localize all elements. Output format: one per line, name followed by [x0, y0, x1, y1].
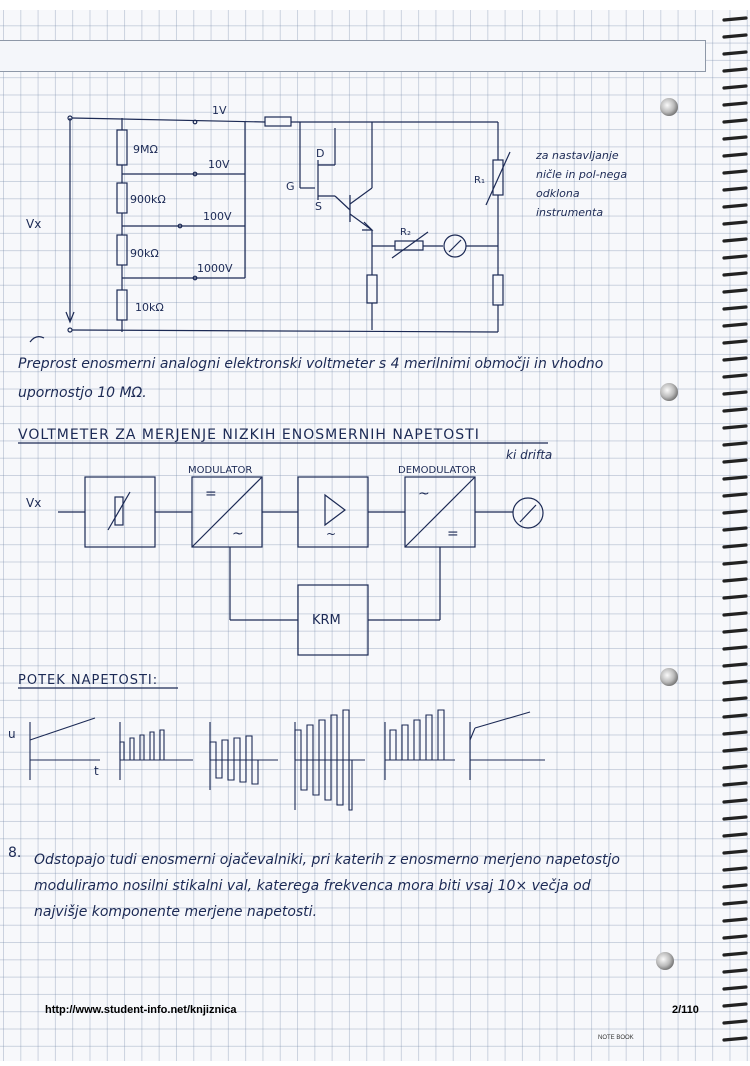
attenuator-block — [85, 477, 155, 547]
block-input-label: Vx — [26, 496, 42, 510]
waveforms — [30, 710, 545, 810]
amplifier-icon — [325, 495, 345, 525]
chopper-note: Odstopajo tudi enosmerni ojačevalniki, pri katerih z enosmerno merjeno napetostjo moduliramo nosilni stikalni val, katerega frekvenca mora biti vsaj 10× večja od najvišje komponente merjene napetosti. — [34, 852, 620, 920]
range-label-100v: 100V — [203, 210, 232, 223]
axis-label-t: t — [94, 764, 99, 778]
binder-hole — [656, 952, 674, 970]
section-heading: VOLTMETER ZA MERJENJE NIZKIH ENOSMERNIH NAPETOSTI — [18, 427, 480, 443]
terminal-bottom — [68, 328, 72, 332]
svg-text:=: = — [447, 526, 459, 542]
resistor-label-90k: 90kΩ — [130, 247, 159, 260]
r2-label: R₂ — [400, 227, 411, 238]
svg-text:~: ~ — [232, 526, 244, 542]
section-subheading: ki drifta — [506, 448, 553, 462]
krm-label: KRM — [312, 613, 341, 628]
footer-url: http://www.student-info.net/knjiznica — [45, 1004, 237, 1016]
r1-label: R₁ — [474, 175, 485, 186]
resistor-9M — [117, 130, 127, 165]
demodulator-label: DEMODULATOR — [398, 465, 477, 476]
spiral-binding — [720, 0, 750, 1061]
modulator-label: MODULATOR — [188, 465, 253, 476]
range-label-10v: 10V — [208, 158, 230, 171]
resistor-label-10k: 10kΩ — [135, 301, 164, 314]
resistor-10k — [117, 290, 127, 320]
binder-hole — [660, 383, 678, 401]
footer-page-number: 2/110 — [672, 1004, 699, 1016]
footer-brand: NOTE BOOK — [598, 1035, 634, 1041]
axis-label-u: u — [8, 727, 16, 741]
waveform-heading: POTEK NAPETOSTI: — [18, 673, 159, 688]
r1-annotation: za nastavljanje ničle in pol-nega odklona instrumenta — [536, 149, 628, 219]
resistor-right — [493, 275, 503, 305]
input-label-vx: Vx — [26, 217, 42, 231]
top-rail — [72, 118, 265, 122]
svg-text:~: ~ — [418, 486, 430, 502]
series-resistor — [265, 117, 291, 126]
range-label-1000v: 1000V — [197, 262, 233, 275]
note-number: 8. — [8, 845, 22, 861]
fet-source-label: S — [315, 200, 322, 213]
svg-text:=: = — [205, 486, 217, 502]
emitter-resistor — [367, 275, 377, 303]
resistor-label-900k: 900kΩ — [130, 193, 166, 206]
bottom-rail — [72, 330, 498, 332]
resistor-90k — [117, 235, 127, 265]
svg-text:~: ~ — [326, 527, 337, 541]
circuit-caption: Preprost enosmerni analogni elektronski voltmeter s 4 merilnimi območji in vhodno upornostjo 10 MΩ. — [18, 356, 604, 401]
range-label-1v: 1V — [212, 104, 227, 117]
binder-hole — [660, 668, 678, 686]
note-arrow — [30, 337, 44, 342]
fet-drain-label: D — [316, 147, 325, 160]
resistor-900k — [117, 183, 127, 213]
binder-hole — [660, 98, 678, 116]
fet-gate-label: G — [286, 180, 295, 193]
resistor-label-9M: 9MΩ — [133, 143, 158, 156]
